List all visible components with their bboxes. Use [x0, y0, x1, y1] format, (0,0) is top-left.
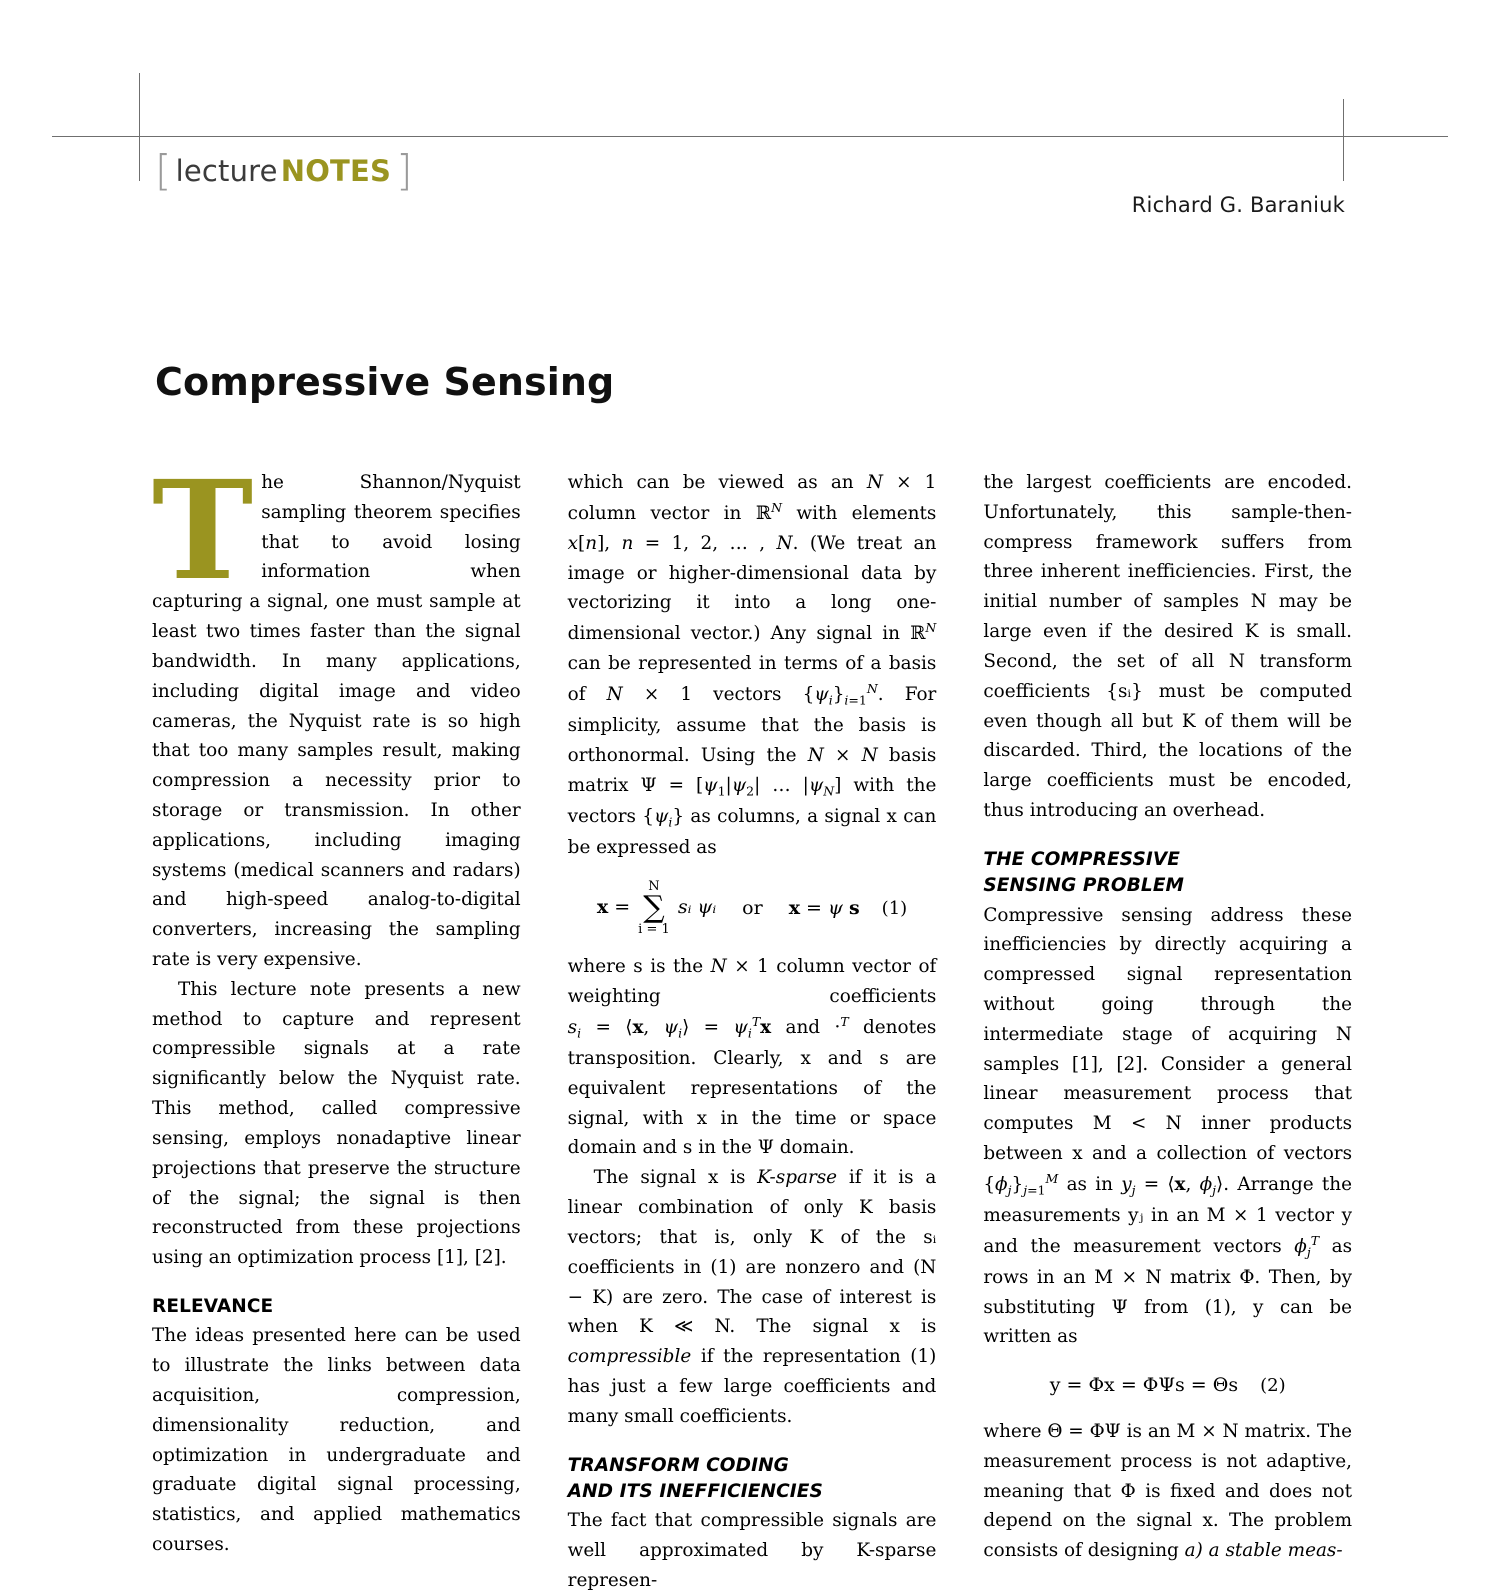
- badge-word-lecture: lecture: [175, 154, 278, 188]
- eq1-lhs-op: =: [614, 896, 631, 919]
- column-3: [983, 468, 1352, 1596]
- frag-2-6: vectors: [692, 684, 803, 706]
- badge-close-bracket: ]: [396, 146, 413, 195]
- summation-symbol: N ∑ i = 1: [638, 879, 670, 938]
- frag-2-10: as columns, a signal x can be expressed as: [567, 805, 937, 858]
- frag-2-8: basis matrix: [567, 744, 937, 796]
- eq1-number: (1): [881, 897, 908, 919]
- frag-2-13: and: [771, 1017, 835, 1039]
- frag-2-5: can be represented in terms of a basis of: [567, 653, 937, 706]
- section-heading-relevance: RELEVANCE: [152, 1295, 274, 1317]
- term-stable-measurement: a stable meas-: [1202, 1540, 1343, 1562]
- frag-2-7: . For simplicity, assume that the basis is orthonormal. Using the: [567, 684, 937, 766]
- frag-2-11: where s is the: [567, 956, 711, 978]
- eq1-or: or: [742, 896, 763, 919]
- badge-word-notes: NOTES: [280, 154, 392, 188]
- frag-3-3: . Arrange the measurements yⱼ in an M × 1 vector y and the measurement vectors: [983, 1174, 1353, 1257]
- term-compressible: compressible: [567, 1346, 692, 1368]
- paragraph-inefficiencies: the largest coefficients are encoded. Unfortunately, this sample-then-compress framework suffers from three inherent inefficiencies. First, the initial number of samples N may be large even if the desired K is small. Second, the set of all N transform coefficients {sᵢ} must be computed even though all but K of them will be discarded. Third, the locations of the large coefficients must be encoded, thus introducing an overhead.: [983, 472, 1353, 821]
- eq1-summand: sᵢ ψᵢ: [677, 896, 717, 919]
- paragraph-measurement-process: [983, 1417, 1352, 1566]
- page-title: Compressive Sensing: [155, 360, 615, 405]
- paragraph-k-sparse: [568, 1163, 937, 1431]
- frag-2-4: . (We treat an image or higher-dimensional data by vectorizing it into a long one-dimensional vector.) Any signal in: [567, 532, 937, 645]
- frag-3-5: where Θ = ΦΨ is an M × N matrix. The measurement process is not adaptive, meaning that Φ is fixed and does not depend on the signal x. The problem consists of designing: [983, 1421, 1353, 1562]
- paragraph-lecture-note: This lecture note presents a new method to capture and represent compressible signals at a rate significantly below the Nyquist rate. This method, called compressive sensing, employs nonadaptive linear projections that preserve the structure of the signal; the signal is then reconstructed from these projections using an optimization process [1], [2].: [152, 978, 521, 1269]
- paragraph-weighting-coefficients: where s is the N × 1 column vector of weighting coefficients $s_i$ = ⟨x, $\psi_i⟩ = \psi_i^Tx$ and ·$^T$ denotes transposition. Clearly, x and s are equivalent representations of the signal, with x in the time or space domain and s in the Ψ domain.: [567, 956, 937, 1159]
- term-k-sparse: K-sparse: [757, 1167, 838, 1189]
- frag-2-2: column vector in: [567, 502, 756, 524]
- frag-3-2: as in: [1058, 1174, 1122, 1195]
- column-1: [152, 451, 521, 1596]
- header-left-vertical-rule: [139, 73, 140, 181]
- frag-2-1: which can be viewed as an: [567, 472, 867, 493]
- frag-2-17: if the representation (1) has just a few large coefficients and many small coefficients.: [567, 1346, 937, 1427]
- paragraph-relevance: The ideas presented here can be used to illustrate the links between data acquisition, compression, dimensionality reduction, and optimization in undergraduate and graduate digital signal processing, statistics, and applied mathematics courses.: [152, 1325, 521, 1556]
- section-heading-cs-problem-line2: SENSING PROBLEM: [983, 875, 1185, 897]
- frag-2-16: if it is a linear combination of only K basis vectors; that is, only K of the sᵢ coefficients in (1) are nonzero and (N − K) are zero. The case of interest is when K ≪ N. The signal x is: [567, 1167, 937, 1338]
- eq2-number: (2): [1260, 1375, 1286, 1397]
- frag-2-3: with elements: [782, 502, 937, 524]
- lecture-notes-badge: [155, 146, 413, 195]
- equation-1: x = N ∑ i = 1 sᵢ ψᵢ or x = ψ s (1): [596, 879, 908, 938]
- badge-open-bracket: [: [155, 146, 172, 195]
- intro-paragraph: [152, 451, 521, 975]
- frag-2-14: denotes transposition. Clearly, x and s are equivalent representations of the signal, with x in the time or space domain and s in the Ψ domain.: [567, 1017, 937, 1159]
- frag-3-1: Compressive sensing address these inefficiencies by directly acquiring a compressed signal representation without going through the intermediate stage of acquiring N samples [1], [2]. Consider a general linear measurement process that computes M < N inner products between x and a collection of vectors: [983, 904, 1353, 1165]
- frag-2-12: column vector of weighting coefficients: [567, 956, 937, 1008]
- author-byline: Richard G. Baraniuk: [1131, 193, 1345, 217]
- section-heading-cs-problem-line1: THE COMPRESSIVE: [983, 848, 1181, 870]
- frag-2-15: The signal x is: [593, 1167, 758, 1189]
- column-2: [568, 468, 937, 1596]
- eq2-body: y = Φx = ΦΨs = Θs: [1049, 1374, 1239, 1397]
- header-right-vertical-rule: [1343, 99, 1344, 181]
- list-marker-a: a): [1184, 1540, 1203, 1562]
- section-heading-transform-coding-line2: AND ITS INEFFICIENCIES: [567, 1480, 823, 1502]
- section-heading-transform-coding-line1: TRANSFORM CODING: [567, 1454, 789, 1476]
- eq1-rhs: x = ψ s: [788, 896, 860, 919]
- frag-3-4: as rows in an M × N matrix Φ. Then, by substituting Ψ from (1), y can be written as: [983, 1235, 1353, 1348]
- frag-2-9: with the vectors: [567, 774, 937, 827]
- paragraph-column-vector: which can be viewed as an N × 1 column vector in ℝ$^N$ with elements x[n], n = 1, 2, … , N. (We treat an image or higher-dimensional data by vectorizing it into a long one-dimensional vector.) Any signal in ℝ$^N$ can be represented in terms of a basis of N × 1 vectors $\{\psi_i\}_{i=1}^N$. For simplicity, assume that the basis is orthonormal. Using the N × N basis matrix $\Psi = [\psi_1|\psi_2|$ … $|\psi_N$] with the vectors $\{\psi_i\}$ as columns, a signal x can be expressed as: [567, 472, 937, 858]
- header-horizontal-rule: [52, 136, 1448, 137]
- equation-2: [983, 1370, 1352, 1401]
- article-columns: [152, 451, 1353, 1596]
- drop-cap: T: [152, 451, 254, 611]
- intro-paragraph-text: he Shannon/Nyquist sampling theorem specifies that to avoid losing information when capturing a signal, one must sample at least two times faster than the signal bandwidth. In many applications, including digital image and video cameras, the Nyquist rate is so high that too many samples result, making compression a necessity prior to storage or transmission. In other applications, including imaging systems (medical scanners and radars) and high-speed analog-to-digital converters, increasing the sampling rate is very expensive.: [152, 472, 521, 970]
- paragraph-cs-problem: Compressive sensing address these inefficiencies by directly acquiring a compressed signal representation without going through the intermediate stage of acquiring N samples [1], [2]. Consider a general linear measurement process that computes M < N inner products between x and a collection of vectors $\{\phi_j\}_{j=1}^M$ as in $y_j$ = ⟨x, $\phi_j⟩$. Arrange the measurements yⱼ in an M × 1 vector y and the measurement vectors $\phi_j^T$ as rows in an M × N matrix Φ. Then, by substituting Ψ from (1), y can be written as: [983, 904, 1353, 1348]
- paragraph-transform-coding: The fact that compressible signals are well approximated by K-sparse represen-: [567, 1510, 937, 1591]
